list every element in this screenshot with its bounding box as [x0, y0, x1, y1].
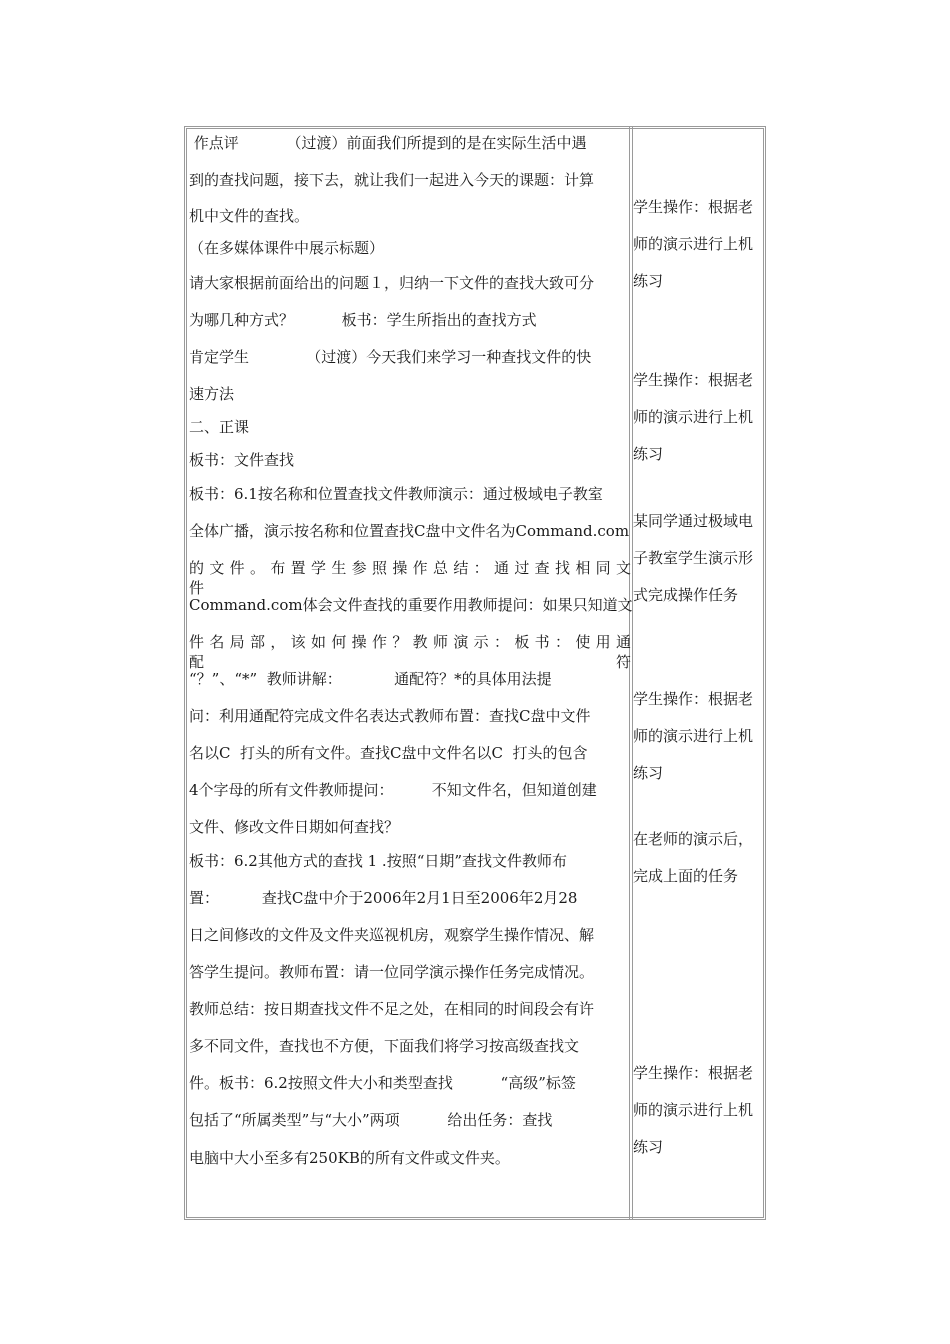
- text-line: （在多媒体课件中展示标题）: [189, 239, 385, 257]
- text-line: 包括了“所属类型”与“大小”两项 给出任务：查找: [189, 1111, 553, 1129]
- text-line: 文件、修改文件日期如何查找？: [189, 818, 400, 836]
- text-line: 日之间修改的文件及文件夹巡视机房，观察学生操作情况、解: [189, 926, 595, 944]
- text-line: 板书：6.2其他方式的查找 1 .按照“日期”查找文件教师布: [189, 852, 568, 870]
- side-text-line: 在老师的演示后，: [633, 830, 754, 848]
- text-line: 件 名 局 部 ， 该 如 何 操 作 ？ 教 师 演 示 ： 板 书 ： 使 用 通 配 符: [189, 633, 631, 671]
- text-line: 名以C 打头的所有文件。查找C盘中文件名以C 打头的包含: [189, 744, 588, 762]
- side-text-line: 学生操作：根据老: [633, 371, 754, 389]
- text-line: 板书：6.1按名称和位置查找文件教师演示：通过极域电子教室: [189, 485, 603, 503]
- text-line: 请大家根据前面给出的问题１，归纳一下文件的查找大致可分: [189, 274, 595, 292]
- text-line: 肯定学生 （过渡）今天我们来学习一种查找文件的快: [189, 348, 592, 366]
- text-line: 速方法: [189, 385, 235, 403]
- side-text-line: 式完成操作任务: [633, 586, 739, 604]
- text-line: 答学生提问。教师布置：请一位同学演示操作任务完成情况。: [189, 963, 595, 981]
- text-line: 作点评 （过渡）前面我们所提到的是在实际生活中遇: [189, 134, 587, 152]
- text-line: 件。板书：6.2按照文件大小和类型查找 “高级”标签: [189, 1074, 576, 1092]
- text-line: 问：利用通配符完成文件名表达式教师布置：查找C盘中文件: [189, 707, 591, 725]
- text-line: 为哪几种方式？ 板书：学生所指出的查找方式: [189, 311, 537, 329]
- text-line: 全体广播，演示按名称和位置查找C盘中文件名为Command.com: [189, 522, 630, 540]
- side-text-line: 师的演示进行上机: [633, 1101, 754, 1119]
- text-line: 到的查找问题，接下去，就让我们一起进入今天的课题：计算: [189, 171, 595, 189]
- text-line: 置： 查找C盘中介于2006年2月1日至2006年2月28: [189, 889, 578, 907]
- text-line: 的 文 件 。 布 置 学 生 参 照 操 作 总 结 ： 通 过 查 找 相 同 文 件: [189, 559, 631, 597]
- text-line: 4个字母的所有文件教师提问： 不知文件名，但知道创建: [189, 781, 597, 799]
- side-text-line: 练习: [633, 764, 664, 782]
- text-line: Command.com体会文件查找的重要作用教师提问：如果只知道文: [189, 596, 633, 614]
- text-line: 电脑中大小至多有250KB的所有文件或文件夹。: [189, 1149, 510, 1167]
- text-line: “？”、“*” 教师讲解： 通配符？*的具体用法提: [189, 670, 552, 688]
- side-text-line: 师的演示进行上机: [633, 408, 754, 426]
- side-text-line: 练习: [633, 445, 664, 463]
- side-text-line: 某同学通过极域电: [633, 512, 754, 530]
- text-line: 二、正课: [189, 418, 250, 436]
- side-text-line: 师的演示进行上机: [633, 727, 754, 745]
- text-line: 板书：文件查找: [189, 451, 295, 469]
- text-line: 机中文件的查找。: [189, 207, 310, 225]
- side-text-line: 师的演示进行上机: [633, 235, 754, 253]
- side-text-line: 练习: [633, 272, 664, 290]
- text-line: 教师总结：按日期查找文件不足之处，在相同的时间段会有许: [189, 1000, 595, 1018]
- side-text-line: 子教室学生演示形: [633, 549, 754, 567]
- side-text-line: 练习: [633, 1138, 664, 1156]
- side-text-line: 学生操作：根据老: [633, 1064, 754, 1082]
- side-text-line: 完成上面的任务: [633, 867, 739, 885]
- side-text-line: 学生操作：根据老: [633, 198, 754, 216]
- text-line: 多不同文件，查找也不方便，下面我们将学习按高级查找文: [189, 1037, 580, 1055]
- side-text-line: 学生操作：根据老: [633, 690, 754, 708]
